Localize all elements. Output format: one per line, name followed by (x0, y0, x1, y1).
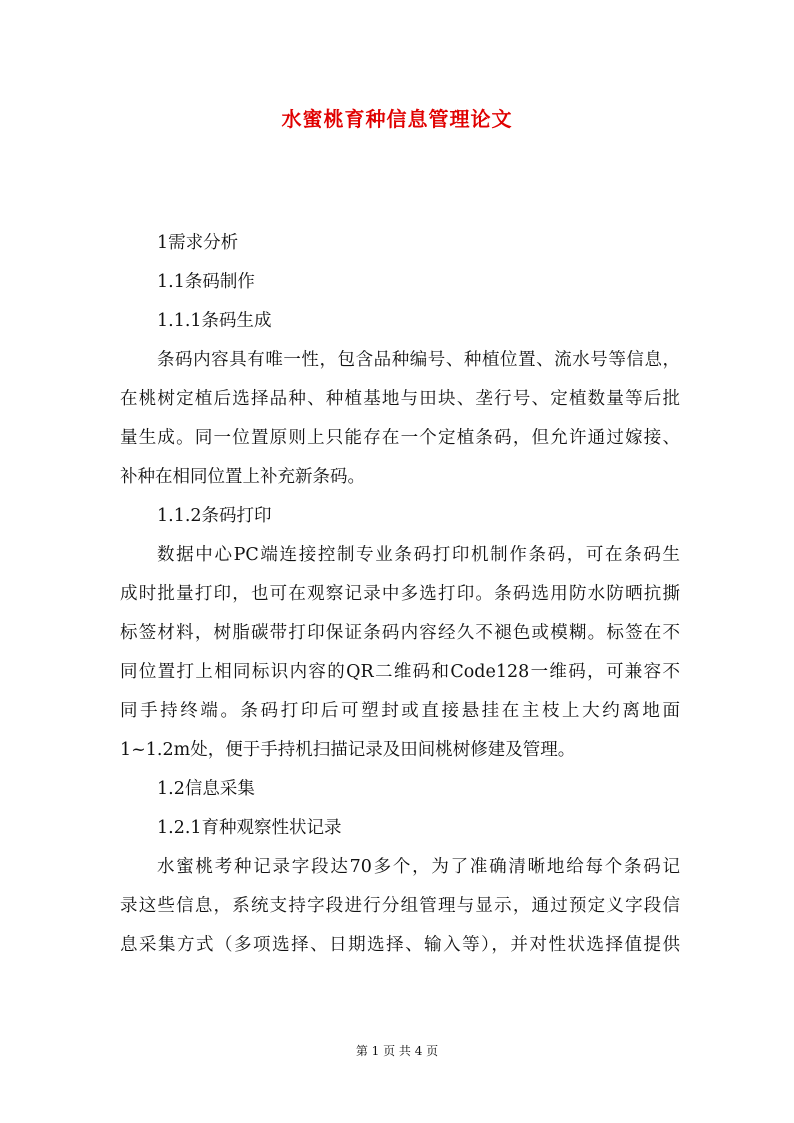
paragraph-line: 同位置打上相同标识内容的QR二维码和Code128一维码，可兼容不 (120, 662, 680, 682)
subsection-heading: 1.1条码制作 (157, 272, 255, 292)
subsubsection-heading: 1.1.2条码打印 (157, 506, 272, 526)
subsubsection-heading: 1.1.1条码生成 (157, 311, 272, 331)
paragraph-line: 数据中心PC端连接控制专业条码打印机制作条码，可在条码生 (157, 545, 680, 565)
paragraph-line: 在桃树定植后选择品种、种植基地与田块、垄行号、定植数量等后批 (120, 389, 680, 409)
paragraph-line: 条码内容具有唯一性，包含品种编号、种植位置、流水号等信息， (157, 350, 680, 370)
paragraph-line: 量生成。同一位置原则上只能存在一个定植条码，但允许通过嫁接、 (120, 428, 680, 448)
subsubsection-heading: 1.2.1育种观察性状记录 (157, 818, 342, 838)
paragraph-line: 同手持终端。条码打印后可塑封或直接悬挂在主枝上大约离地面 (120, 701, 680, 721)
document-title: 水蜜桃育种信息管理论文 (281, 107, 513, 131)
section-heading: 1需求分析 (157, 233, 239, 253)
paragraph-line: 水蜜桃考种记录字段达70多个，为了准确清晰地给每个条码记 (157, 857, 680, 877)
page-footer: 第 1 页 共 4 页 (355, 1044, 439, 1058)
paragraph-line: 1~1.2m处，便于手持机扫描记录及田间桃树修建及管理。 (120, 740, 576, 760)
paragraph-line: 标签材料，树脂碳带打印保证条码内容经久不褪色或模糊。标签在不 (120, 623, 680, 643)
paragraph-line: 息采集方式（多项选择、日期选择、输入等），并对性状选择值提供 (120, 935, 680, 955)
paragraph-line: 录这些信息，系统支持字段进行分组管理与显示，通过预定义字段信 (120, 896, 680, 916)
subsection-heading: 1.2信息采集 (157, 779, 255, 799)
document-body (120, 228, 680, 969)
paragraph-line: 补种在相同位置上补充新条码。 (120, 467, 365, 487)
paragraph-line: 成时批量打印，也可在观察记录中多选打印。条码选用防水防晒抗撕 (120, 584, 680, 604)
